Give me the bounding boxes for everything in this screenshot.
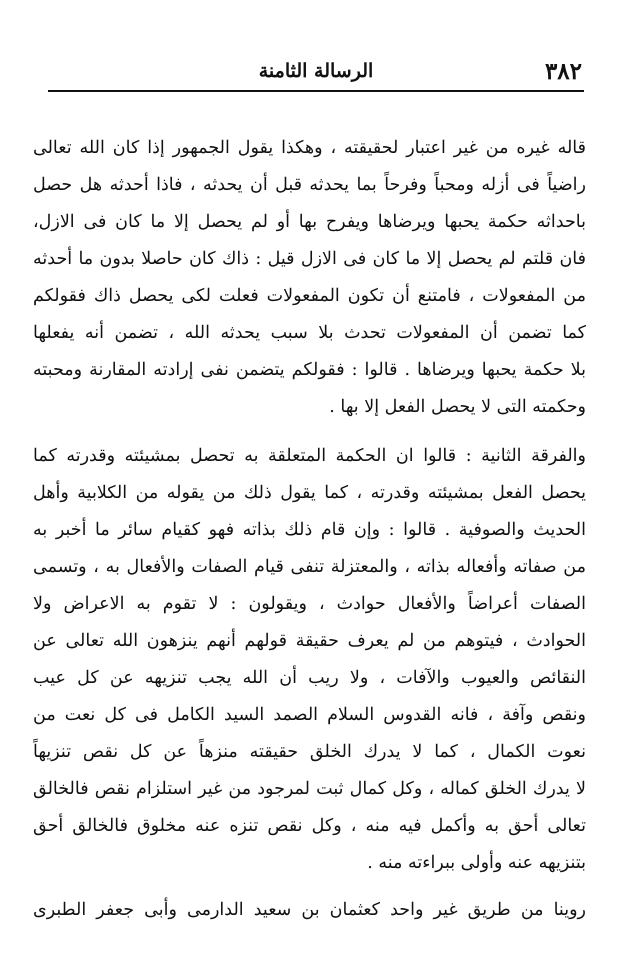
paragraph-1 [33, 130, 586, 426]
text-line: نعوت الكمال ، كما لا يدرك الخلق حقيقته منزهاً عن كل نقص تنزيهاً [33, 742, 586, 762]
text-line: كما تضمن أن المفعولات تحدث بلا سبب يحدثه الله ، تضمن أنه يفعلها [33, 323, 586, 343]
text-line: النقائص والعيوب والآفات ، ولا ريب أن الله يجب تنزيهه عن كل عيب [33, 668, 586, 688]
text-line: الحديث والصوفية . قالوا : وإن قام ذلك بذاته فهو كقيام سائر ما أخبر به [33, 520, 586, 540]
text-line: راضياً فى أزله ومحباً وفرحاً بما يحدثه قبل أن يحدثه ، فاذا أحدثه هل حصل [33, 175, 586, 195]
text-line: بتنزيهه عنه وأولى ببراءته منه . [367, 853, 586, 873]
text-line: من المفعولات ، فامتنع أن تكون المفعولات فعلت لكى يحصل ذاك فقولكم [33, 286, 586, 306]
text-line: وحكمته التى لا يحصل الفعل إلا بها . [329, 397, 586, 417]
body-text [33, 130, 586, 929]
paragraph-2 [33, 438, 586, 882]
text-line: الصفات أعراضاً والأفعال حوادث ، ويقولون : لا تقوم به الاعراض ولا [33, 594, 586, 614]
text-line: والفرقة الثانية : قالوا ان الحكمة المتعلقة به تحصل بمشيئته وقدرته كما [33, 446, 586, 466]
text-line: يحصل الفعل بمشيئته وقدرته ، كما يقول ذلك من يقوله من الكلابية وأهل [33, 483, 586, 503]
text-line: بلا حكمة يحبها ويرضاها . قالوا : فقولكم يتضمن نفى إرادته المقارنة ومحبته [33, 360, 586, 380]
paragraph-3 [33, 892, 586, 929]
text-line: باحداثه حكمة يحبها ويرضاها ويفرح بها أو لم يحصل إلا ما كان فى الازل، [33, 212, 586, 232]
text-line: قاله غيره من غير اعتبار لحقيقته ، وهكذا يقول الجمهور إذا كان الله تعالى [33, 138, 586, 158]
text-line: تعالى أحق به وأكمل فيه منه ، وكل نقص تنزه عنه مخلوق فالخالق أحق [33, 816, 586, 836]
text-line: فان قلتم لم يحصل إلا ما كان فى الازل قيل : ذاك كان حاصلا بدون ما أحدثه [33, 249, 586, 269]
running-title: الرسالة الثامنة [258, 60, 374, 82]
text-line: لا يدرك الخلق كماله ، وكل كمال ثبت لمرجود من غير استلزام نقص فالخالق [33, 779, 586, 799]
page-header [48, 56, 584, 92]
text-line: من صفاته وأفعاله بذاته ، والمعتزلة تنفى قيام الصفات والأفعال به ، وتسمى [33, 557, 586, 577]
page-number: ٣٨٢ [544, 58, 582, 85]
text-line: روينا من طريق غير واحد كعثمان بن سعيد الدارمى وأبى جعفر الطبرى [33, 900, 586, 920]
text-line: الحوادث ، فيتوهم من لم يعرف حقيقة قولهم أنهم ينزهون الله تعالى عن [33, 631, 586, 651]
text-line: ونقص وآفة ، فانه القدوس السلام الصمد السيد الكامل فى كل نعت من [33, 705, 586, 725]
